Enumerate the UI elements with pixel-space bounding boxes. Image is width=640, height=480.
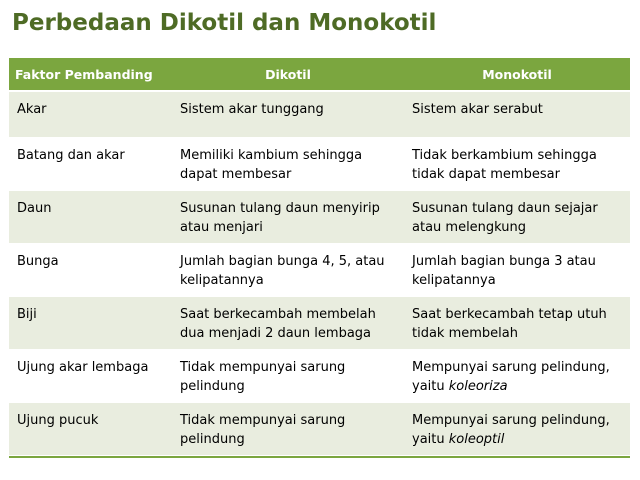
cell-factor: Batang dan akar [9,138,172,191]
cell-factor: Akar [9,91,172,138]
cell-monokotil: Susunan tulang daun sejajar atau melengkung [404,191,630,244]
table-row [9,297,630,350]
cell-dikotil: Tidak mempunyai sarung pelindung [172,403,404,456]
table-bottom-rule [9,456,630,458]
cell-monokotil: Jumlah bagian bunga 3 atau kelipatannya [404,244,630,297]
header-monokotil: Monokotil [404,58,630,91]
cell-monokotil: Tidak berkambium sehingga tidak dapat membesar [404,138,630,191]
page-title: Perbedaan Dikotil dan Monokotil [12,10,437,36]
cell-factor: Ujung akar lembaga [9,350,172,403]
cell-dikotil: Susunan tulang daun menyirip atau menjari [172,191,404,244]
table-row [9,91,630,138]
table-body [9,91,630,456]
cell-monokotil: Saat berkecambah tetap utuh tidak membelah [404,297,630,350]
header-row [9,58,630,91]
table-row [9,350,630,403]
header-dikotil: Dikotil [172,58,404,91]
cell-dikotil: Saat berkecambah membelah dua menjadi 2 daun lembaga [172,297,404,350]
table-row [9,191,630,244]
table-row [9,138,630,191]
cell-dikotil: Sistem akar tunggang [172,91,404,138]
monokotil-text: Mempunyai sarung pelindung, yaitu [412,360,610,394]
cell-factor: Biji [9,297,172,350]
cell-factor: Bunga [9,244,172,297]
monokotil-term: koleoriza [448,379,508,394]
table-header [9,58,630,91]
cell-dikotil: Jumlah bagian bunga 4, 5, atau kelipatannya [172,244,404,297]
table-row [9,403,630,456]
monokotil-text: Mempunyai sarung pelindung, yaitu [412,413,610,447]
header-faktor-pembanding: Faktor Pembanding [9,58,172,91]
cell-factor: Ujung pucuk [9,403,172,456]
cell-monokotil: Sistem akar serabut [404,91,630,138]
cell-monokotil [404,403,630,456]
cell-factor: Daun [9,191,172,244]
cell-monokotil [404,350,630,403]
cell-dikotil: Memiliki kambium sehingga dapat membesar [172,138,404,191]
monokotil-term: koleoptil [448,432,505,447]
cell-dikotil: Tidak mempunyai sarung pelindung [172,350,404,403]
comparison-table-container [9,58,630,456]
comparison-table [9,58,630,456]
table-row [9,244,630,297]
